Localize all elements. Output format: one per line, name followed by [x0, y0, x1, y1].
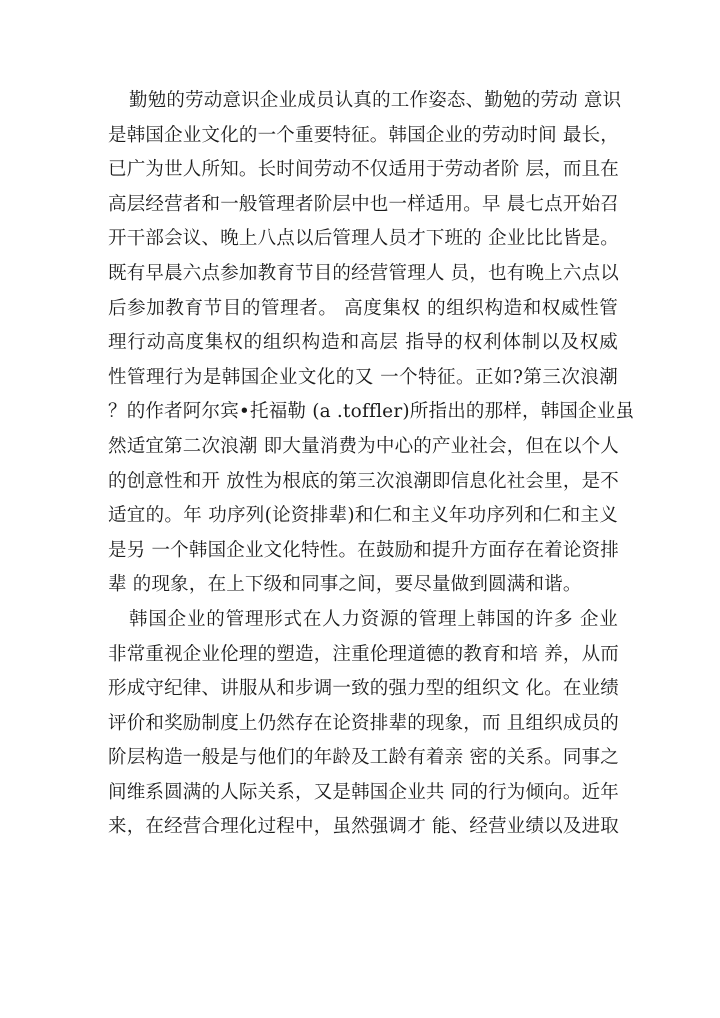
- text-line: 来，在经营合理化过程中，虽然强调才 能、经营业绩以及进取: [108, 816, 619, 838]
- text-line: 评价和奖励制度上仍然存在论资排辈的现象，而 且组织成员的: [108, 712, 619, 734]
- text-line: 后参加教育节目的管理者。 高度集权 的组织构造和权威性管: [108, 297, 618, 319]
- text-line: 理行动高度集权的组织构造和高层 指导的权利体制以及权威: [108, 332, 618, 354]
- text-line: 既有早晨六点参加教育节目的经营管理人 员，也有晚上六点以: [108, 262, 619, 284]
- text-line: 是韩国企业文化的一个重要特征。韩国企业的劳动时间 最长，: [108, 124, 619, 146]
- paragraph-2: [108, 603, 618, 845]
- text-line: 辈 的现象，在上下级和同事之间，要尽量做到圆满和谐。: [108, 574, 582, 596]
- text-line: 已广为世人所知。长时间劳动不仅适用于劳动者阶 层，而且在: [108, 159, 619, 181]
- text-line: 的创意性和开 放性为根底的第三次浪潮即信息化社会里，是不: [108, 470, 619, 492]
- text-line: ？的作者阿尔宾•托福勒 (a .toffler)所指出的那样，韩国企业虽: [108, 401, 635, 423]
- text-line: 是另 一个韩国企业文化特性。在鼓励和提升方面存在着论资排: [108, 539, 619, 561]
- document-page: [108, 84, 635, 845]
- text-line: 形成守纪律、讲服从和步调一致的强力型的组织文 化。在业绩: [108, 678, 619, 700]
- text-line: 阶层构造一般是与他们的年龄及工龄有着亲 密的关系。同事之: [108, 747, 619, 769]
- text-line: 勤勉的劳动意识企业成员认真的工作姿态、勤勉的劳动 意识: [129, 90, 622, 111]
- text-line: 韩国企业的管理形式在人力资源的管理上韩国的许多 企业: [129, 608, 618, 630]
- text-line: 然适宜第二次浪潮 即大量消费为中心的产业社会，但在以个人: [108, 435, 619, 457]
- text-line: 性管理行为是韩国企业文化的又 一个特征。正如?第三次浪潮: [108, 366, 618, 388]
- text-line: 间维系圆满的人际关系，又是韩国企业共 同的行为倾向。近年: [108, 781, 619, 803]
- text-line: 非常重视企业伦理的塑造，注重伦理道德的教育和培 养，从而: [108, 643, 619, 665]
- text-line: 开干部会议、晚上八点以后管理人员才下班的 企业比比皆是。: [108, 228, 619, 250]
- text-line: 适宜的。年 功序列(论资排辈)和仁和主义年功序列和仁和主义: [108, 505, 618, 527]
- text-line: 高层经营者和一般管理者阶层中也一样适用。早 晨七点开始召: [108, 193, 619, 215]
- paragraph-1: [108, 84, 635, 603]
